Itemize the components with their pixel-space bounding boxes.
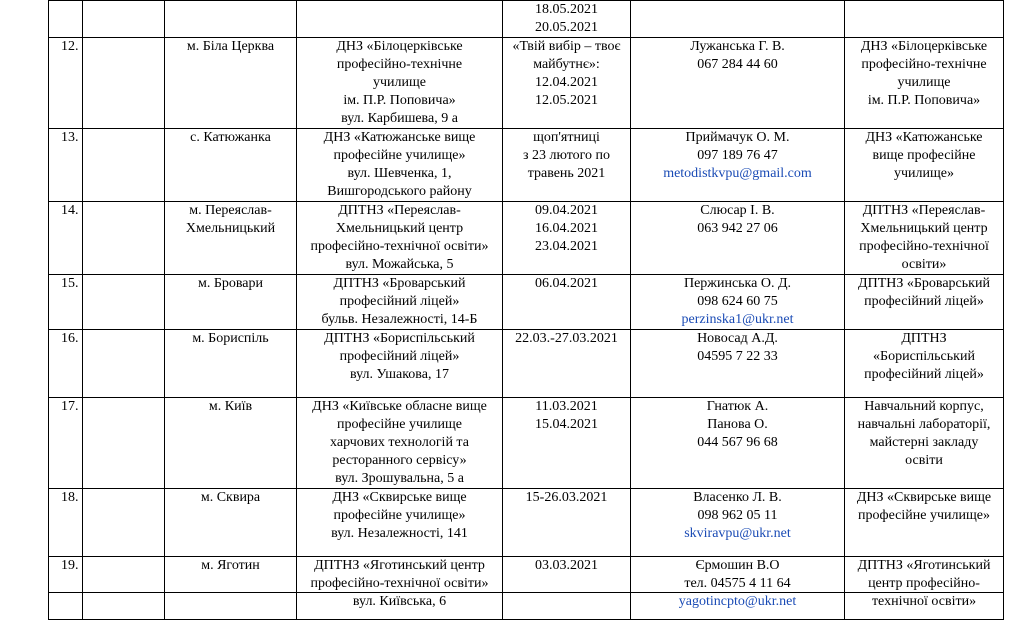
cell-line: ім. П.Р. Поповича»: [867, 93, 981, 108]
table-row: [49, 129, 1004, 202]
cell-line: щоп'ятниці: [533, 130, 600, 145]
dates-cell: [503, 398, 631, 489]
cell-line: Гнатюк А.: [706, 399, 769, 414]
city-cell: [165, 202, 297, 275]
row-number: 15.: [49, 275, 83, 330]
contact-cell: [631, 1, 845, 38]
table-row: [49, 1, 1004, 38]
cell-line: м. Бориспіль: [192, 331, 269, 346]
contact-cell: [631, 330, 845, 398]
cell-line: Слюсар І. В.: [700, 203, 775, 218]
cell-line: професійне училище»: [333, 148, 466, 163]
cell-line: ДНЗ «Катюжанське вище: [323, 130, 476, 145]
city-cell: [165, 489, 297, 557]
bottom-rule: [48, 592, 1004, 593]
cell-line: вул. Зрошувальна, 5 а: [335, 471, 464, 486]
venue-cell: [845, 557, 1004, 620]
cell-line: 063 942 27 06: [697, 221, 778, 236]
cell-line: центр професійно-: [868, 576, 980, 591]
cell-line: 15.04.2021: [535, 417, 598, 432]
cell-line: училище»: [893, 166, 954, 181]
email-link[interactable]: yagotincpto@ukr.net: [678, 594, 797, 609]
cell-line: ДНЗ «Білоцерківське: [336, 39, 463, 54]
dates-cell: [503, 330, 631, 398]
city-cell: [165, 557, 297, 620]
row-number: [49, 1, 83, 38]
cell-line: 067 284 44 60: [697, 57, 778, 72]
contact-cell: [631, 275, 845, 330]
city-cell: [165, 275, 297, 330]
cell-line: 12.05.2021: [535, 93, 598, 108]
contact-cell: [631, 557, 845, 620]
venue-cell: [845, 275, 1004, 330]
table-body: [49, 1, 1004, 620]
cell-line: вище професійне: [872, 148, 976, 163]
cell-line: бульв. Незалежності, 14-Б: [321, 312, 478, 327]
region-cell: [83, 330, 165, 398]
cell-line: 06.04.2021: [535, 276, 598, 291]
institution-cell: [297, 275, 503, 330]
cell-line: м. Київ: [208, 399, 253, 414]
cell-line: 11.03.2021: [535, 399, 598, 414]
table-row: [49, 557, 1004, 620]
institution-cell: [297, 202, 503, 275]
cell-line: 044 567 96 68: [697, 435, 778, 450]
region-cell: [83, 275, 165, 330]
cell-line: Навчальний корпус,: [864, 399, 984, 414]
cell-line: м. Сквира: [200, 490, 261, 505]
cell-line: м. Біла Церква: [186, 39, 275, 54]
region-cell: [83, 129, 165, 202]
cell-line: професійно-технічної освіти»: [310, 239, 489, 254]
cell-line: ДНЗ «Катюжанське: [865, 130, 983, 145]
cell-line: 16.04.2021: [535, 221, 598, 236]
cell-line: навчальні лабораторії,: [857, 417, 991, 432]
cell-line: Лужанська Г. В.: [690, 39, 785, 54]
cell-line: з 23 лютого по: [522, 148, 611, 163]
cell-line: освіти: [905, 453, 943, 468]
cell-line: ресторанного сервісу»: [332, 453, 467, 468]
cell-line: професійно-технічної: [859, 239, 989, 254]
cell-line: «Бориспільський: [873, 349, 975, 364]
table-row: [49, 202, 1004, 275]
venue-cell: [845, 38, 1004, 129]
cell-line: 18.05.2021: [535, 2, 598, 17]
table-row: [49, 275, 1004, 330]
region-cell: [83, 202, 165, 275]
city-cell: [165, 398, 297, 489]
institution-cell: [297, 557, 503, 620]
venue-cell: [845, 330, 1004, 398]
cell-line: 22.03.-27.03.2021: [515, 331, 618, 346]
venue-cell: [845, 1, 1004, 38]
cell-line: 098 624 60 75: [697, 294, 778, 309]
cell-line: вул. Київська, 6: [352, 594, 447, 609]
cell-line: Панова О.: [707, 417, 768, 432]
cell-line: 12.04.2021: [535, 75, 598, 90]
cell-line: професійне училище»: [333, 508, 466, 523]
cell-line: вул. Можайська, 5: [345, 257, 454, 272]
contact-cell: [631, 202, 845, 275]
cell-line: Пержинська О. Д.: [683, 276, 792, 291]
cell-line: 097 189 76 47: [697, 148, 778, 163]
city-cell: [165, 1, 297, 38]
row-number: 17.: [49, 398, 83, 489]
cell-line: вул. Карбишева, 9 а: [341, 111, 458, 126]
dates-cell: [503, 38, 631, 129]
cell-line: професійний ліцей»: [864, 294, 984, 309]
cell-line: професійний ліцей»: [339, 294, 460, 309]
institution-cell: [297, 1, 503, 38]
dates-cell: [503, 1, 631, 38]
cell-line: Новосад А.Д.: [697, 331, 778, 346]
table-row: [49, 330, 1004, 398]
contact-cell: [631, 38, 845, 129]
cell-line: ДПТНЗ «Броварський: [858, 276, 990, 291]
city-cell: [165, 330, 297, 398]
institution-cell: [297, 129, 503, 202]
venue-cell: [845, 129, 1004, 202]
cell-line: майстерні закладу: [869, 435, 979, 450]
cell-line: 03.03.2021: [535, 558, 598, 573]
cell-line: ДНЗ «Білоцерківське: [860, 39, 988, 54]
region-cell: [83, 489, 165, 557]
cell-line: технічної освіти»: [871, 594, 977, 609]
cell-line: Вишгородського району: [327, 184, 472, 199]
cell-line: ДПТНЗ: [901, 331, 947, 346]
schedule-table: [48, 0, 1004, 620]
email-link[interactable]: perzinska1@ukr.net: [681, 312, 794, 327]
cell-line: харчових технологій та: [330, 435, 469, 450]
cell-line: професійне училище»: [858, 508, 990, 523]
dates-cell: [503, 557, 631, 620]
cell-line: професійно-технічне: [861, 57, 987, 72]
cell-line: Приймачук О. М.: [685, 130, 790, 145]
venue-cell: [845, 489, 1004, 557]
cell-line: професійно-технічної освіти»: [310, 576, 489, 591]
contact-cell: [631, 129, 845, 202]
cell-line: травень 2021: [527, 166, 606, 181]
cell-line: ім. П.Р. Поповича»: [343, 93, 456, 108]
cell-line: 15-26.03.2021: [525, 490, 608, 505]
region-cell: [83, 1, 165, 38]
cell-line: м. Яготин: [201, 558, 260, 573]
cell-line: 098 962 05 11: [697, 508, 778, 523]
email-link[interactable]: skviravpu@ukr.net: [684, 526, 791, 541]
cell-line: м. Переяслав-: [189, 203, 272, 218]
institution-cell: [297, 38, 503, 129]
institution-cell: [297, 330, 503, 398]
region-cell: [83, 38, 165, 129]
cell-line: ДПТНЗ «Переяслав-: [862, 203, 986, 218]
region-cell: [83, 557, 165, 620]
institution-cell: [297, 489, 503, 557]
cell-line: професійний ліцей»: [339, 349, 460, 364]
cell-line: ДПТНЗ «Яготинський: [857, 558, 991, 573]
cell-line: освіти»: [901, 257, 947, 272]
row-number: 16.: [49, 330, 83, 398]
cell-line: вул. Незалежності, 141: [331, 526, 468, 541]
row-number: 19.: [49, 557, 83, 620]
cell-line: Власенко Л. В.: [693, 490, 782, 505]
cell-line: Єрмошин В.О: [695, 558, 780, 573]
row-number: 14.: [49, 202, 83, 275]
institution-cell: [297, 398, 503, 489]
cell-line: «Твій вибір – твоє: [512, 39, 621, 54]
cell-line: училище: [897, 75, 951, 90]
dates-cell: [503, 129, 631, 202]
row-number: 12.: [49, 38, 83, 129]
venue-cell: [845, 398, 1004, 489]
cell-line: професійно-технічне: [336, 57, 463, 72]
cell-line: ДНЗ «Київське обласне вище: [312, 399, 487, 414]
city-cell: [165, 129, 297, 202]
table-row: [49, 489, 1004, 557]
city-cell: [165, 38, 297, 129]
cell-line: 04595 7 22 33: [697, 349, 778, 364]
cell-line: ДНЗ «Сквирське вище: [856, 490, 992, 505]
email-link[interactable]: metodistkvpu@gmail.com: [663, 166, 812, 181]
contact-cell: [631, 489, 845, 557]
cell-line: 20.05.2021: [535, 20, 598, 35]
cell-line: професійний ліцей»: [864, 367, 984, 382]
region-cell: [83, 398, 165, 489]
contact-cell: [631, 398, 845, 489]
cell-line: с. Катюжанка: [190, 130, 271, 145]
cell-line: училище: [372, 75, 426, 90]
cell-line: ДПТНЗ «Переяслав-: [338, 203, 461, 218]
cell-line: м. Бровари: [197, 276, 264, 291]
row-number: 13.: [49, 129, 83, 202]
cell-line: ДПТНЗ «Бориспільський: [324, 331, 475, 346]
table-row: [49, 38, 1004, 129]
cell-line: вул. Шевченка, 1,: [347, 166, 452, 181]
dates-cell: [503, 202, 631, 275]
cell-line: 09.04.2021: [535, 203, 598, 218]
venue-cell: [845, 202, 1004, 275]
cell-line: Хмельницький центр: [860, 221, 988, 236]
cell-line: вул. Ушакова, 17: [350, 367, 449, 382]
cell-line: ДПТНЗ «Броварський: [333, 276, 466, 291]
row-number: 18.: [49, 489, 83, 557]
cell-line: тел. 04575 4 11 64: [684, 576, 791, 591]
cell-line: ДПТНЗ «Яготинський центр: [314, 558, 485, 573]
cell-line: ДНЗ «Сквирське вище: [332, 490, 467, 505]
cell-line: майбутнє»:: [533, 57, 600, 72]
cell-line: професійне училище: [337, 417, 462, 432]
table-row: [49, 398, 1004, 489]
cell-line: Хмельницький: [185, 221, 276, 236]
dates-cell: [503, 489, 631, 557]
cell-line: Хмельницький центр: [335, 221, 464, 236]
dates-cell: [503, 275, 631, 330]
cell-line: 23.04.2021: [535, 239, 598, 254]
